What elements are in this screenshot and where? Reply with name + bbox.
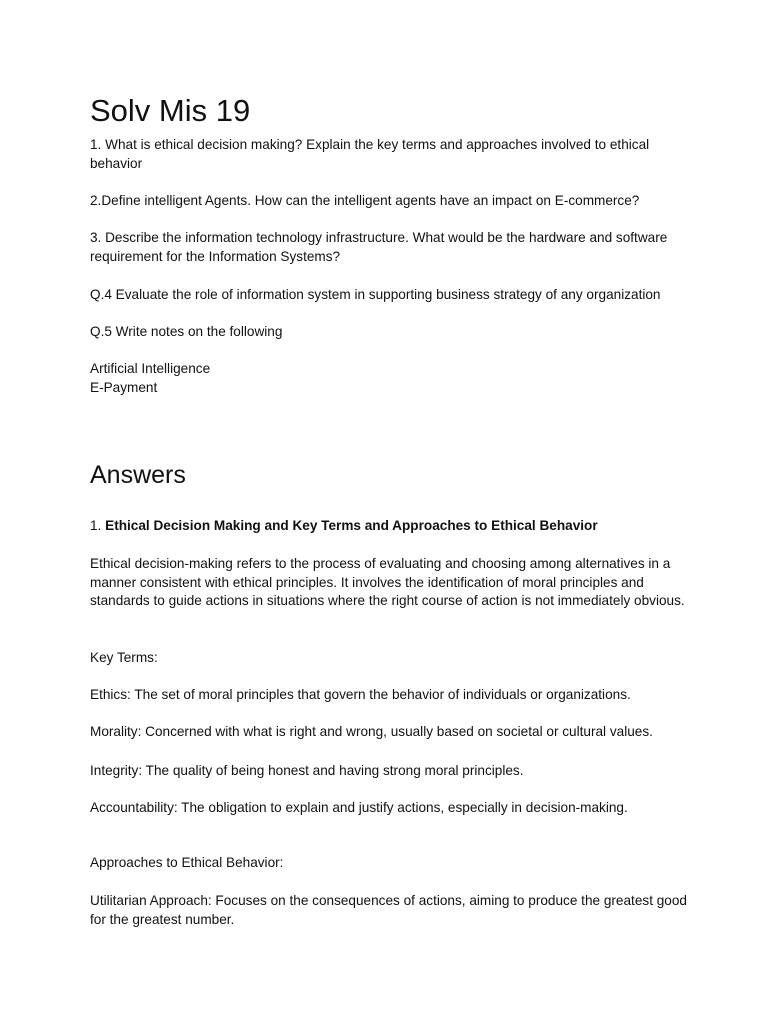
question-2: 2.Define intelligent Agents. How can the intelligent agents have an impact on E-commerce?	[90, 193, 640, 208]
question-4: Q.4 Evaluate the role of information system in supporting business strategy of any organization	[90, 287, 661, 302]
question-1: 1. What is ethical decision making? Explain the key terms and approaches involved to ethical behavior	[90, 137, 650, 171]
key-term-morality: Morality: Concerned with what is right and wrong, usually based on societal or cultural values.	[90, 724, 653, 739]
answer-1-intro: Ethical decision-making refers to the process of evaluating and choosing among alternatives in a manner consistent with ethical principles. It involves the identification of moral principles and standards to guide actions in situations where the right course of action is not immediately obvious.	[90, 556, 685, 609]
answer-1-number: 1.	[90, 518, 106, 533]
approaches-label: Approaches to Ethical Behavior:	[90, 855, 284, 870]
key-term-integrity: Integrity: The quality of being honest and having strong moral principles.	[90, 763, 524, 778]
answer-1-title: Ethical Decision Making and Key Terms and Approaches to Ethical Behavior	[105, 518, 598, 533]
key-term-ethics: Ethics: The set of moral principles that govern the behavior of individuals or organizations.	[90, 687, 631, 702]
question-5: Q.5 Write notes on the following	[90, 324, 283, 339]
key-terms-label: Key Terms:	[90, 650, 158, 665]
key-term-accountability: Accountability: The obligation to explain and justify actions, especially in decision-making.	[90, 800, 628, 815]
question-3: 3. Describe the information technology infrastructure. What would be the hardware and software requirement for the Information Systems?	[90, 230, 668, 264]
document-title: Solv Mis 19	[90, 93, 251, 128]
notes-topic-epayment: E-Payment	[90, 380, 158, 395]
answers-heading: Answers	[90, 461, 186, 489]
answer-1-heading	[90, 517, 690, 536]
notes-topic-ai: Artificial Intelligence	[90, 361, 211, 376]
approach-utilitarian: Utilitarian Approach: Focuses on the consequences of actions, aiming to produce the greatest good for the greatest number.	[90, 893, 687, 927]
